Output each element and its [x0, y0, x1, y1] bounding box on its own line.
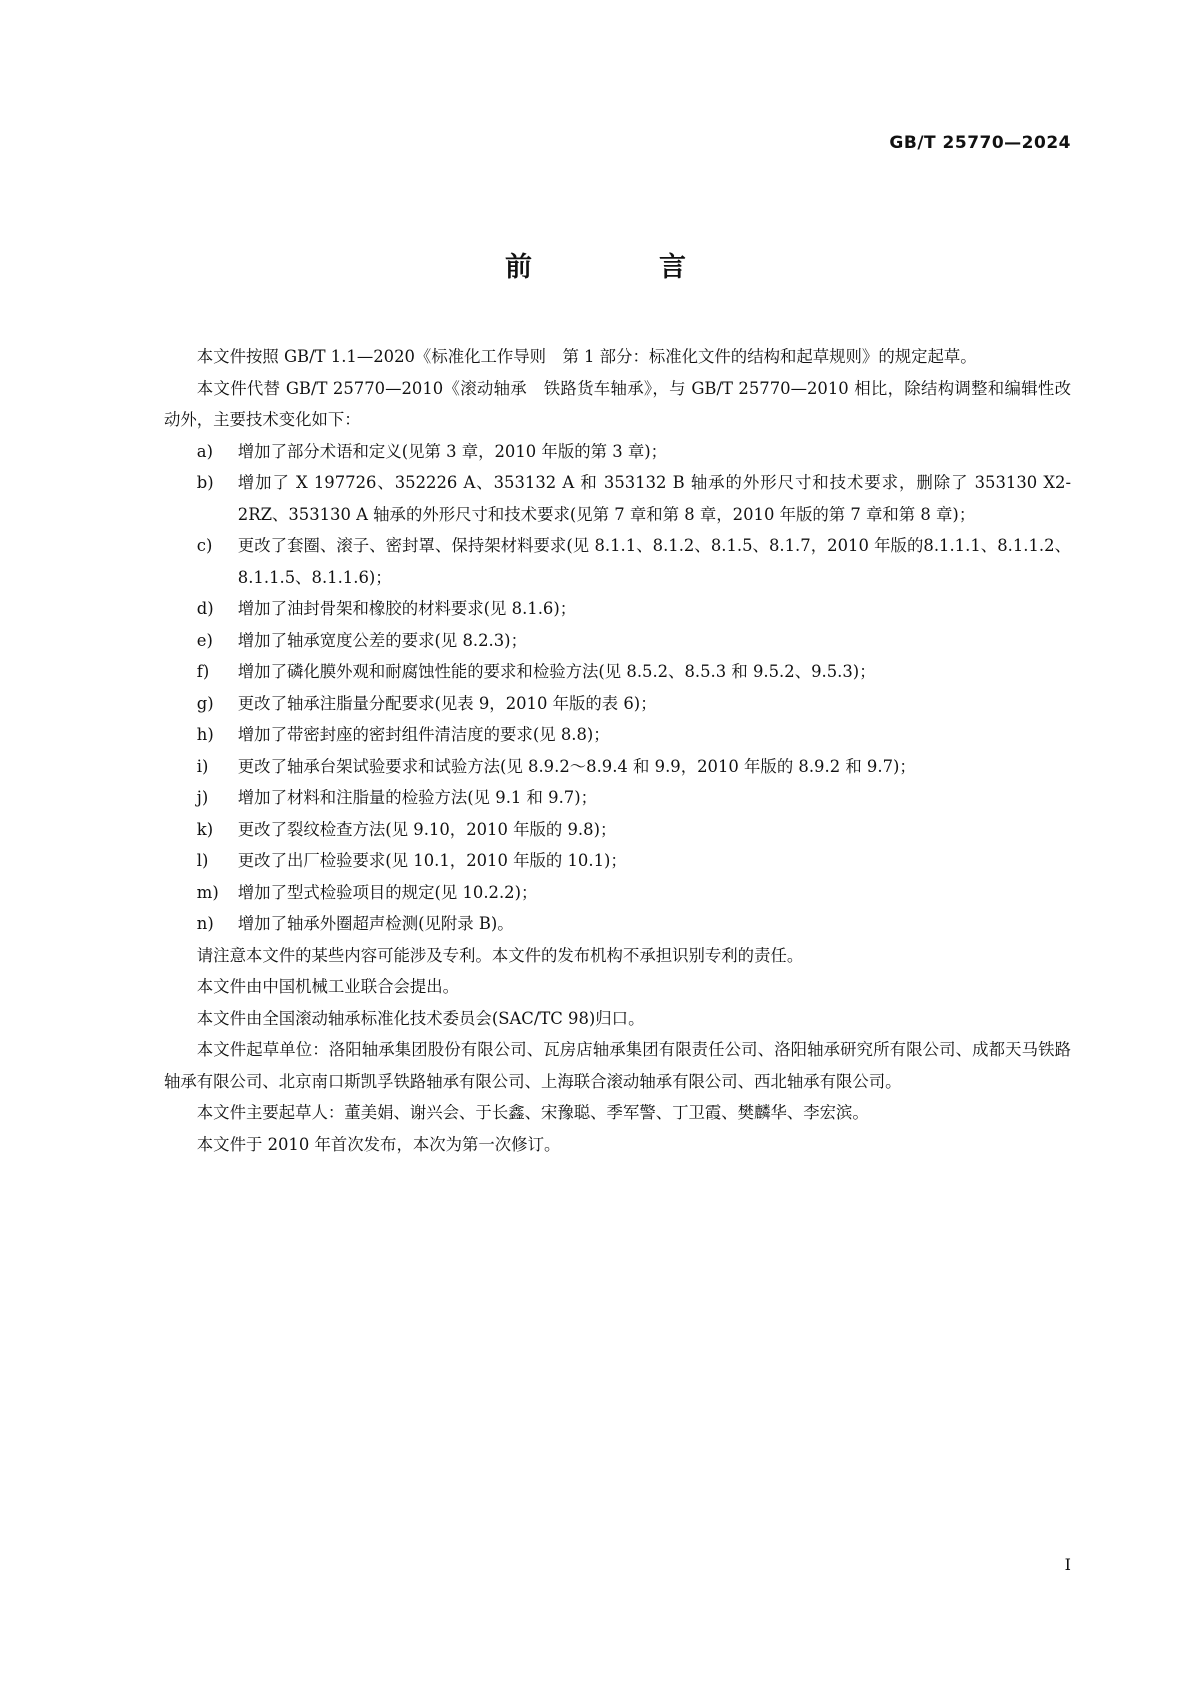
list-item-text: 增加了材料和注脂量的检验方法(见 9.1 和 9.7)；	[237, 788, 597, 807]
foreword-body	[164, 341, 1071, 1160]
list-marker: n)	[196, 914, 214, 933]
list-marker: k)	[196, 819, 214, 839]
page-title: 前 言	[505, 252, 736, 283]
list-item	[164, 845, 1071, 877]
list-marker: f)	[196, 662, 210, 681]
list-item	[164, 908, 1071, 940]
list-item	[164, 877, 1071, 909]
paragraph: 本文件由中国机械工业联合会提出。	[196, 977, 460, 996]
list-marker: a)	[196, 441, 213, 461]
list-item	[164, 530, 1071, 593]
list-item	[164, 814, 1071, 846]
list-item	[164, 688, 1071, 720]
paragraph: 本文件按照 GB/T 1.1—2020《标准化工作导则 第 1 部分：标准化文件的结构和起草规则》的规定起草。	[196, 347, 977, 366]
list-item-text: 更改了出厂检验要求(见 10.1，2010 年版的 10.1)；	[237, 851, 627, 870]
paragraph: 本文件起草单位：洛阳轴承集团股份有限公司、瓦房店轴承集团有限责任公司、洛阳轴承研究所有限公司、成都天马铁路轴承有限公司、北京南口斯凯孚铁路轴承有限公司、上海联合滚动轴承有限公司、西北轴承有限公司。	[164, 1040, 1071, 1091]
list-item	[164, 593, 1071, 625]
paragraph: 本文件主要起草人：董美娟、谢兴会、于长鑫、宋豫聪、季军警、丁卫霞、樊麟华、李宏滨。	[196, 1103, 869, 1122]
list-item-text: 增加了 X 197726、352226 A、353132 A 和 353132 B 轴承的外形尺寸和技术要求，删除了 353130 X2-2RZ、353130 A 轴承的外形尺寸和技术要求(见第 7 章和第 8 章，2010 年版的第 7 章和第 8 章)；	[237, 473, 1071, 524]
list-item	[164, 719, 1071, 751]
list-item	[164, 656, 1071, 688]
paragraph: 本文件由全国滚动轴承标准化技术委员会(SAC/TC 98)归口。	[196, 1008, 645, 1028]
list-item-text: 更改了轴承注脂量分配要求(见表 9，2010 年版的表 6)；	[237, 693, 657, 713]
changes-list	[164, 436, 1071, 940]
list-item	[164, 751, 1071, 783]
list-item-text: 更改了裂纹检查方法(见 9.10，2010 年版的 9.8)；	[237, 819, 617, 839]
list-item-text: 更改了套圈、滚子、密封罩、保持架材料要求(见 8.1.1、8.1.2、8.1.5、8.1.7，2010 年版的8.1.1.1、8.1.1.2、8.1.1.5、8.1.1.6)；	[237, 536, 1071, 587]
list-item-text: 增加了部分术语和定义(见第 3 章，2010 年版的第 3 章)；	[237, 441, 668, 461]
list-marker: d)	[196, 599, 214, 618]
list-marker: b)	[196, 473, 214, 492]
list-marker: c)	[196, 536, 213, 555]
paragraph: 本文件代替 GB/T 25770—2010《滚动轴承 铁路货车轴承》，与 GB/T 25770—2010 相比，除结构调整和编辑性改动外，主要技术变化如下：	[164, 378, 1071, 429]
list-marker: j)	[196, 788, 209, 807]
list-item-text: 增加了磷化膜外观和耐腐蚀性能的要求和检验方法(见 8.5.2、8.5.3 和 9.5.2、9.5.3)；	[237, 662, 876, 681]
list-marker: e)	[196, 630, 213, 650]
list-item	[164, 436, 1071, 468]
standard-number: GB/T 25770—2024	[889, 133, 1071, 153]
list-marker: m)	[196, 882, 219, 902]
paragraph: 请注意本文件的某些内容可能涉及专利。本文件的发布机构不承担识别专利的责任。	[196, 945, 804, 965]
list-item	[164, 467, 1071, 530]
list-marker: i)	[196, 756, 209, 776]
list-item-text: 更改了轴承台架试验要求和试验方法(见 8.9.2～8.9.4 和 9.9，2010 年版的 8.9.2 和 9.7)；	[237, 756, 916, 776]
list-item-text: 增加了轴承宽度公差的要求(见 8.2.3)；	[237, 630, 527, 650]
page-number: I	[1064, 1555, 1071, 1574]
paragraph: 本文件于 2010 年首次发布，本次为第一次修订。	[196, 1134, 561, 1154]
list-item	[164, 782, 1071, 814]
list-item-text: 增加了型式检验项目的规定(见 10.2.2)；	[237, 882, 538, 902]
list-item	[164, 625, 1071, 657]
list-item-text: 增加了轴承外圈超声检测(见附录 B)。	[237, 914, 514, 933]
list-item-text: 增加了带密封座的密封组件清洁度的要求(见 8.8)；	[237, 725, 610, 744]
list-marker: h)	[196, 725, 214, 744]
list-marker: g)	[196, 693, 214, 713]
list-marker: l)	[196, 851, 209, 870]
list-item-text: 增加了油封骨架和橡胶的材料要求(见 8.1.6)；	[237, 599, 577, 618]
